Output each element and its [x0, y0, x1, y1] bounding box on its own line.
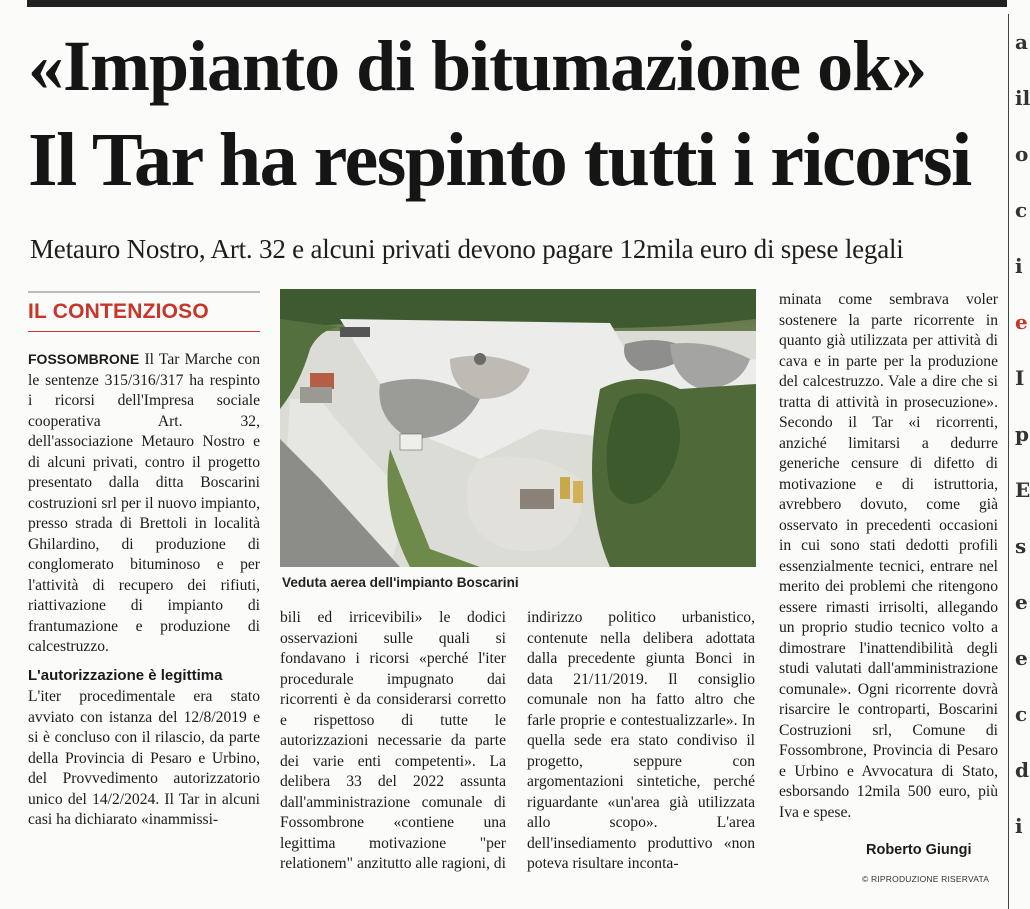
column-4-text-b: Ogni ricorrente dovrà risarcire le controparti, Boscarini Costruzioni srl, Comune di Fossombrone, Provincia di Pesaro e Urbino e Avvocatura di Stato, esborsando 12mila 500 euro, più Iva e spese. — [779, 680, 998, 821]
copyright-notice: © RIPRODUZIONE RISERVATA — [862, 874, 990, 884]
adjacent-glyph: E — [1015, 478, 1030, 502]
adjacent-glyph: I — [1015, 366, 1025, 390]
headline-line-1: «Impianto di bitumazione ok» — [28, 26, 927, 106]
subtitle: Metauro Nostro, Art. 32 e alcuni privati devono pagare 12mila euro di spese legali — [30, 234, 904, 264]
article-column-2 — [280, 608, 506, 875]
aerial-photo — [280, 289, 756, 567]
adjacent-glyph: d — [1015, 758, 1029, 782]
adjacent-glyph: p — [1015, 422, 1029, 446]
adjacent-glyph: a — [1015, 30, 1028, 54]
photo-caption: Veduta aerea dell'impianto Boscarini — [282, 575, 519, 590]
article-column-1 — [28, 349, 260, 831]
adjacent-glyph: e — [1015, 590, 1028, 614]
column-4-text-a: minata come sembrava voler sostenere la parte ricorrente in quanto già utilizzata per attività di cava e in parte per la produzione del calcestruzzo. Vale a dire che si tratta di attività in prosecuzione». Secondo il Tar «i ricorrenti, anziché limitarsi a dedurre generiche censure di difetto di motivazione e di istruttoria, avrebbero dovuto, come già osservato in precedenti occasioni in cui sono stati dedotti profili essenzialmente tecnici, entrare nel merito dei problemi che ritengono essere rimasti irrisolti, allegando un proprio studio tecnico volto a dimostrare l'inattendibilità degli studi valutati dall'amministrazione comunale». — [779, 291, 998, 698]
paragraph-1-text: Il Tar Marche con le sentenze 315/316/317 ha respinto i ricorsi dell'Impresa sociale cooperativa Art. 32, dell'associazione Metauro Nostro e di alcuni privati, contro il progetto presentato dalla ditta Boscarini costruzioni srl per il nuovo impianto, presso strada di Brettoli in località Ghilardino, di produzione di conglomerato bituminoso e per l'attività di recupero dei rifiuti, riattivazione di impianto di frantumazione e produzione di calcestruzzo. — [28, 351, 260, 655]
byline: Roberto Giungi — [866, 842, 972, 858]
adjacent-glyph: s — [1015, 534, 1027, 558]
adjacent-glyph: c — [1015, 198, 1028, 222]
column-4-text — [779, 290, 998, 823]
adjacent-glyph: il — [1015, 86, 1030, 110]
adjacent-glyph: o — [1015, 142, 1029, 166]
section-underline — [28, 331, 260, 332]
top-rule — [27, 0, 1007, 7]
subheading: L'autorizzazione è legittima — [28, 666, 223, 684]
article-column-4 — [779, 290, 998, 823]
aerial-photo-quarry-icon — [280, 289, 756, 567]
paragraph-2: L'iter procedimentale era stato avviato con istanza del 12/8/2019 e si è concluso con il rilascio, da parte della Provincia di Pesaro e Urbino, del Provvedimento autorizzatorio unico del 14/2/2024. Il Tar in alcuni casi ha dichiarato «inammissi- — [28, 688, 260, 828]
paragraph-1 — [28, 349, 260, 658]
adjacent-glyph: i — [1015, 254, 1023, 278]
adjacent-glyph: e — [1015, 310, 1028, 334]
dateline: FOSSOMBRONE — [28, 351, 140, 367]
adjacent-article-fragment — [1008, 14, 1030, 909]
column-2-text: bili ed irricevibili» le dodici osservazioni sulle quali si fondavano i ricorsi «perché l'iter procedurale impugnato dai ricorrenti è da considerarsi corretto e rispettoso di tutte le autorizzazioni necessarie da parte dei varie enti competenti». La delibera 33 del 2022 assunta dall'amministrazione comunale di Fossombrone «contiene una legittima motivazione "per relationem" anzitutto alle ragioni, di — [280, 609, 506, 872]
headline-line-2: Il Tar ha respinto tutti i ricorsi — [28, 118, 971, 202]
column-3-text: indirizzo politico urbanistico, contenute nella delibera adottata dalla precedente giunta Bonci in data 21/11/2019. Il consiglio comunale non ha fatto altro che farle proprie e contestualizzarle». In quella sede era stato condiviso il progetto, seppure con argomentazioni sintetiche, perché riguardante «un'area già utilizzata allo scopo». L'area dell'insediamento produttivo «non poteva risultare inconta- — [527, 609, 755, 872]
section-top-rule — [28, 291, 260, 293]
section-label: IL CONTENZIOSO — [28, 300, 209, 323]
adjacent-glyph: e — [1015, 646, 1028, 670]
adjacent-glyph: i — [1015, 814, 1023, 838]
article-column-3 — [527, 608, 755, 875]
adjacent-glyph: c — [1015, 702, 1028, 726]
